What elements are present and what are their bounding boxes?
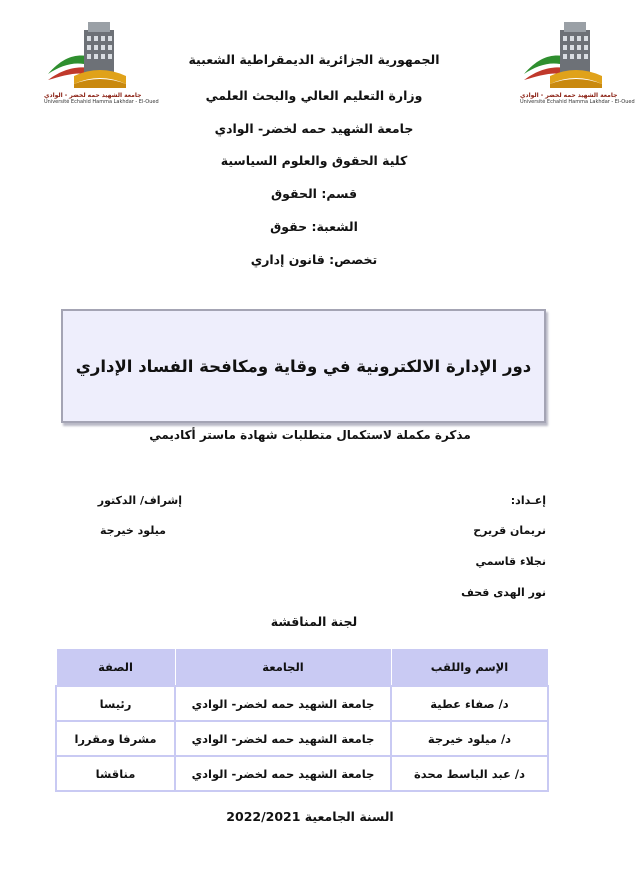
column-header-university: الجامعة xyxy=(175,649,391,687)
thesis-title: دور الإدارة الالكترونية في وقاية ومكافحة الفساد الإداري xyxy=(75,356,532,376)
member-role: مشرفا ومقررا xyxy=(56,721,175,756)
university-building-icon xyxy=(520,14,604,92)
member-university: جامعة الشهيد حمه لخضر- الوادي xyxy=(175,721,391,756)
table-row xyxy=(56,756,548,791)
prepared-by-label: إعـداد: xyxy=(510,494,546,507)
university-name: جامعة الشهيد حمه لخضر- الوادي xyxy=(214,121,414,136)
branch-name: الشعبة: حقوق xyxy=(270,219,358,234)
member-role: رئيسا xyxy=(56,686,175,721)
specialty-name: تخصص: قانون إداري xyxy=(250,252,378,267)
republic-name: الجمهورية الجزائرية الديمقراطية الشعبية xyxy=(188,52,440,67)
department-name: قسم: الحقوق xyxy=(270,186,358,201)
member-university: جامعة الشهيد حمه لخضر- الوادي xyxy=(175,756,391,791)
member-university: جامعة الشهيد حمه لخضر- الوادي xyxy=(175,686,391,721)
university-logo-left xyxy=(44,14,159,106)
logo-caption: جامعة الشهيد حمه لخضر - الوادي Université Echahid Hamma Lakhdar - El-Oued xyxy=(44,92,159,105)
column-header-role: الصفة xyxy=(56,649,175,687)
member-name: د/ عبد الباسط محدة xyxy=(391,756,548,791)
faculty-name: كلية الحقوق والعلوم السياسية xyxy=(220,153,408,168)
thesis-title-box xyxy=(61,309,546,423)
ministry-name: وزارة التعليم العالي والبحث العلمي xyxy=(205,88,423,103)
student-name: نريمان قريرح xyxy=(473,524,546,537)
supervisor-label: إشراف/ الدكتور xyxy=(97,494,182,507)
table-header-row xyxy=(56,649,548,687)
academic-year: السنة الجامعية 2022/2021 xyxy=(226,809,394,824)
thesis-subtitle: مذكرة مكملة لاستكمال متطلبات شهادة ماستر أكاديمي xyxy=(149,428,471,442)
university-logo-right xyxy=(520,14,635,106)
table-row xyxy=(56,686,548,721)
member-name: د/ ميلود خيرجة xyxy=(391,721,548,756)
university-building-icon xyxy=(44,14,128,92)
logo-caption: جامعة الشهيد حمه لخضر - الوادي Université Echahid Hamma Lakhdar - El-Oued xyxy=(520,92,635,105)
table-row xyxy=(56,721,548,756)
supervisor-name: ميلود خيرجة xyxy=(99,524,166,537)
student-name: نجلاء قاسمي xyxy=(475,555,546,568)
committee-title: لجنة المناقشة xyxy=(270,614,358,629)
member-name: د/ صفاء عطية xyxy=(391,686,548,721)
member-role: مناقشا xyxy=(56,756,175,791)
student-name: نور الهدى قحف xyxy=(461,586,546,599)
committee-table xyxy=(55,648,549,792)
column-header-name: الإسم واللقب xyxy=(391,649,548,687)
